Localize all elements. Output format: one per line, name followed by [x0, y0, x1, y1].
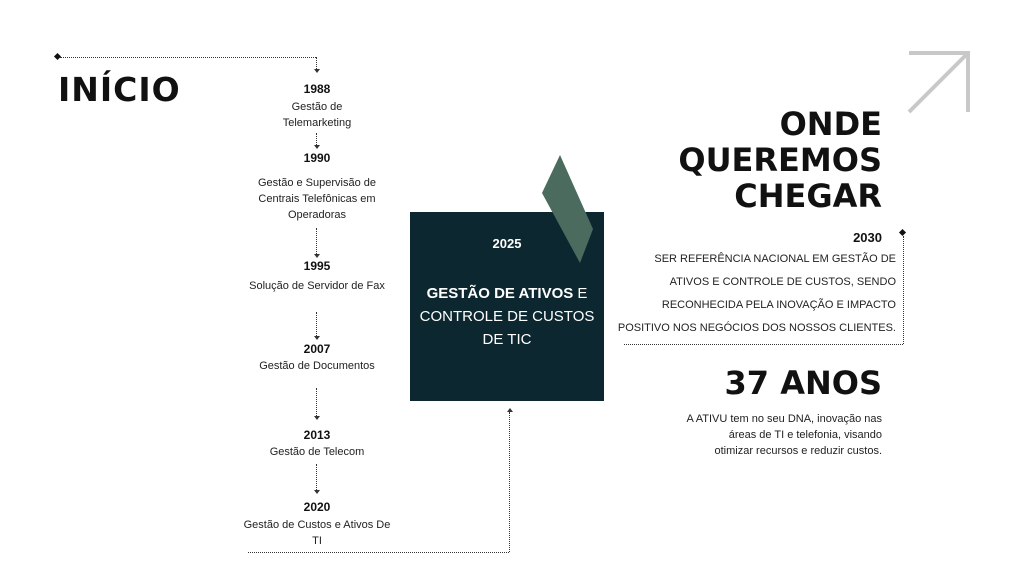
bottom-connector	[248, 552, 509, 553]
timeline-year-2007: 2007	[303, 342, 331, 356]
timeline-year-1990: 1990	[303, 151, 331, 165]
goal-line-3: RECONHECIDA PELA INOVAÇÃO E IMPACTO	[661, 299, 896, 311]
timeline-desc-2007: Gestão de Documentos	[259, 360, 375, 372]
connector-arrow-2025	[509, 412, 510, 552]
goal-year: 2030	[853, 230, 882, 245]
timeline-year-1995: 1995	[303, 259, 331, 273]
goal-line-1: SER REFERÊNCIA NACIONAL EM GESTÃO DE	[654, 253, 896, 265]
goal-title-line3: CHEGAR	[734, 177, 882, 215]
timeline-desc-1990: Gestão e Supervisão de Centrais Telefônicas em Operadoras	[257, 177, 377, 221]
timeline-year-1988: 1988	[303, 82, 331, 96]
goal-line-4: POSITIVO NOS NEGÓCIOS DOS NOSSOS CLIENTES.	[617, 322, 896, 334]
leaf-shape-icon	[540, 155, 596, 265]
connector-arrow-2007	[316, 312, 317, 336]
goal-diamond-icon	[899, 229, 906, 236]
anos-line-3: otimizar recursos e reduzir custos.	[714, 445, 882, 457]
connector-arrow-1995	[316, 228, 317, 254]
box-year: 2025	[492, 236, 522, 251]
box-text	[410, 282, 604, 351]
connector-arrow-1990	[316, 133, 317, 145]
connector-arrow-2020	[316, 464, 317, 490]
box-text-rest: E CONTROLE DE CUSTOS DE TIC	[419, 285, 595, 348]
goal-connector-vertical	[903, 236, 904, 344]
inicio-title: INÍCIO	[58, 70, 181, 109]
timeline-desc-2013: Gestão de Telecom	[269, 446, 365, 458]
timeline-year-2013: 2013	[303, 428, 331, 442]
timeline-desc-1995: Solução de Servidor de Fax	[249, 280, 385, 292]
goal-line-2: ATIVOS E CONTROLE DE CUSTOS, SENDO	[669, 276, 896, 288]
arrow-up-right-icon	[905, 50, 971, 116]
anos-line-1: A ATIVU tem no seu DNA, inovação nas	[686, 413, 882, 425]
goal-title	[678, 106, 882, 214]
goal-connector-horizontal	[624, 344, 903, 345]
connector-arrow-1988	[316, 57, 317, 69]
goal-title-line1: ONDE	[779, 105, 882, 143]
timeline-year-2020: 2020	[303, 500, 331, 514]
top-connector	[60, 57, 316, 58]
anos-title: 37 ANOS	[724, 364, 882, 402]
goal-title-line2: QUEREMOS	[678, 141, 882, 179]
box-text-bold: GESTÃO DE ATIVOS	[426, 285, 574, 302]
timeline-desc-1988: Gestão de Telemarketing	[282, 101, 352, 129]
connector-arrow-2013	[316, 388, 317, 416]
anos-line-2: áreas de TI e telefonia, visando	[728, 429, 882, 441]
timeline-desc-2020: Gestão de Custos e Ativos De TI	[243, 519, 391, 547]
